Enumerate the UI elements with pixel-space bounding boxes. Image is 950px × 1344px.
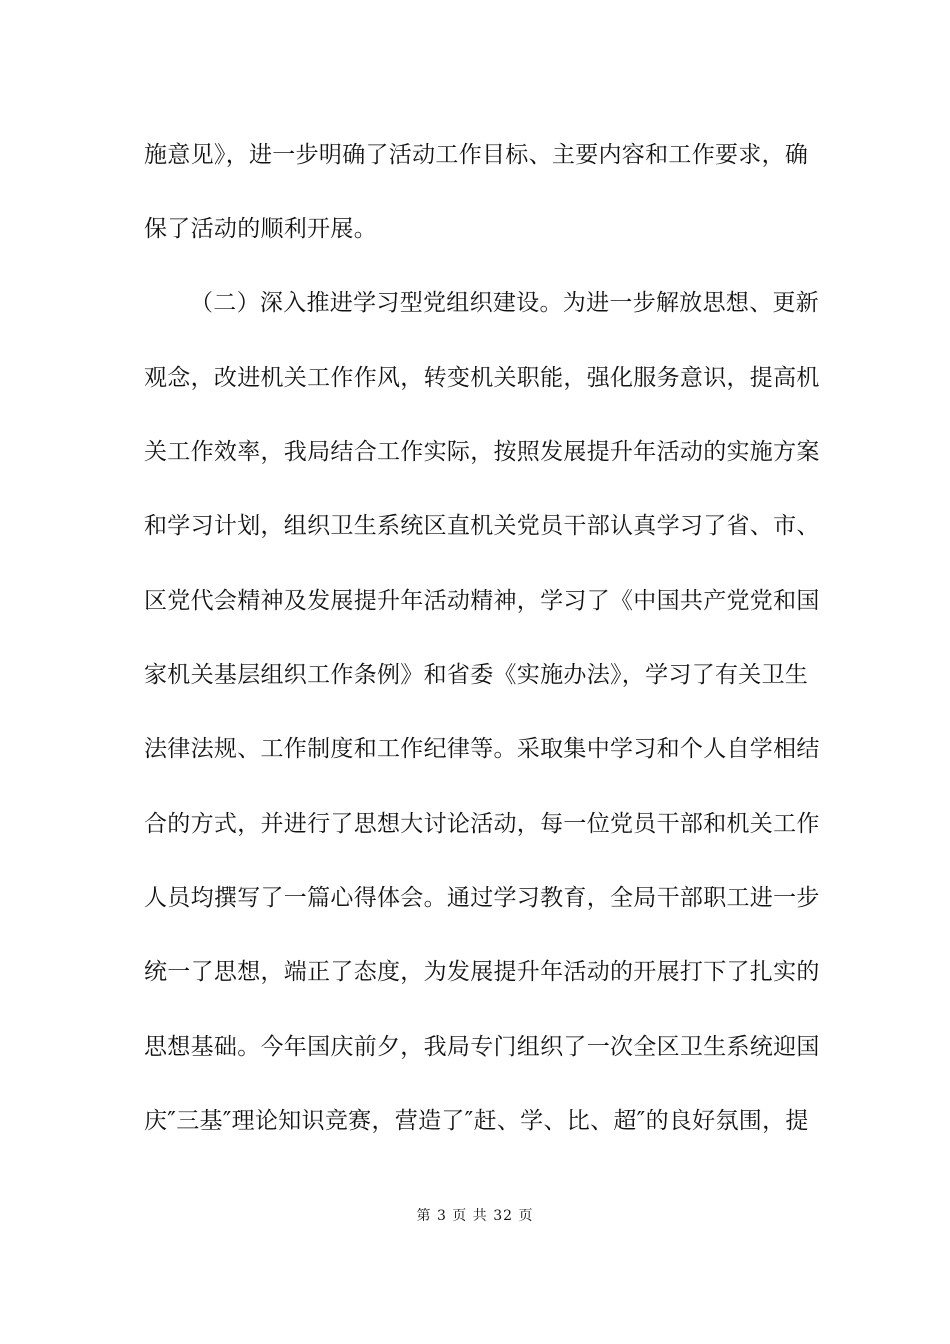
body-text-line: 统一了思想，端正了态度，为发展提升年活动的开展打下了扎实的 — [144, 959, 820, 985]
body-text-line: 观念，改进机关工作作风，转变机关职能，强化服务意识，提高机 — [144, 365, 820, 391]
body-text-line: 法律法规、工作制度和工作纪律等。采取集中学习和个人自学相结 — [144, 736, 820, 762]
body-text-line: 庆″三基″理论知识竞赛，营造了″赶、学、比、超″的良好氛围，提 — [144, 1108, 809, 1134]
body-text-line: 家机关基层组织工作条例》和省委《实施办法》，学习了有关卫生 — [144, 662, 809, 688]
body-text-line: 和学习计划，组织卫生系统区直机关党员干部认真学习了省、市、 — [144, 513, 820, 539]
body-text-line: 思想基础。今年国庆前夕，我局专门组织了一次全区卫生系统迎国 — [144, 1034, 820, 1060]
body-text-line: 关工作效率，我局结合工作实际，按照发展提升年活动的实施方案 — [144, 439, 820, 465]
body-text-line: 合的方式，并进行了思想大讨论活动，每一位党员干部和机关工作 — [144, 811, 820, 837]
section-heading-line: （二）深入推进学习型党组织建设。为进一步解放思想、更新 — [190, 290, 820, 316]
body-text-line: 保了活动的顺利开展。 — [144, 216, 377, 242]
body-text-line: 施意见》，进一步明确了活动工作目标、主要内容和工作要求，确 — [144, 142, 809, 168]
body-text-line: 区党代会精神及发展提升年活动精神，学习了《中国共产党党和国 — [144, 588, 820, 614]
page-number-footer: 第 3 页 共 32 页 — [416, 1208, 534, 1224]
body-text-line: 人员均撰写了一篇心得体会。通过学习教育，全局干部职工进一步 — [144, 885, 820, 911]
